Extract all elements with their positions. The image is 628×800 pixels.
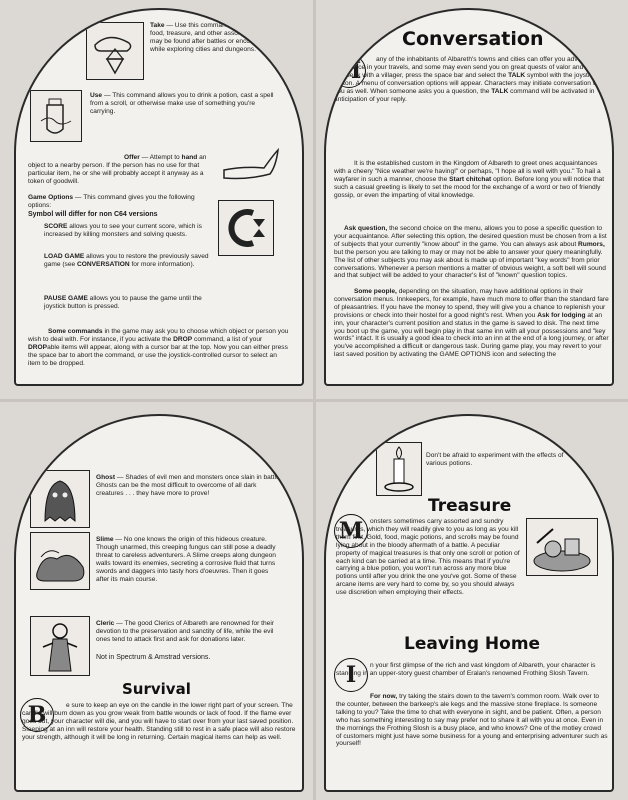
leaving-home-paragraph: For now, try taking the stairs down to the tavern's common room. Walk over to the counter, between the barkeep's ale kegs and the massive stone fireplace. Is someone talking to you? Take the time to chat with everyone in sight, and be patient. Often, a person who has something interesting to say may prefer not to share it all with you at once. Even in the mornings the Frothing Slosh is a busy place, and who knows? One of the motley crowd of customers might just have some business for a young and enterprising adventurer such as yourself! (336, 693, 608, 748)
commodore-logo-icon (218, 200, 274, 256)
page-gutter-horizontal (0, 399, 628, 402)
take-description: Take — Use this command to pick up gold, food, treasure, and other assorted items that may be found after battles or encountered while exploring cities and dungeons. (150, 22, 280, 53)
candle-illustration (376, 442, 422, 496)
page-title: Conversation (402, 28, 544, 50)
page-8 (324, 8, 614, 386)
survival-heading: Survival (122, 680, 191, 698)
dropcap-b: B (20, 698, 54, 732)
page-number: 7 (278, 12, 284, 23)
offer-description: Offer — Attempt to hand an object to a nearby person. If the person has no use for that particular item, he or she will probably accept it anyway as a token of goodwill. (28, 154, 207, 185)
take-hand-icon (86, 22, 144, 80)
leaving-home-heading: Leaving Home (404, 634, 541, 654)
pause-game-description: PAUSE GAME allows you to pause the game until the joystick button is pressed. (44, 295, 202, 310)
page-number: 11 (280, 418, 291, 429)
dropcap-m: M (332, 54, 366, 88)
page-11 (14, 414, 304, 792)
some-commands-paragraph: Some commands in the game may ask you to choose which object or person you wish to deal with. For instance, if you activate the DROP command, a list of your DROPable items will appear, along with a cursor bar at the top. Now you can either press the space bar to abort the command, or use the joystick-controlled cursor to select an item to be dropped. (28, 328, 289, 367)
page-number: 8 (596, 12, 602, 23)
game-options-intro: Game Options — This command gives you the following options: (28, 194, 195, 209)
some-people-paragraph: Some people, depending on the situation, may have additional options in their conversation menus. Innkeepers, for example, have much more to offer than the standard fare of pleasantries. If you have the money to spend, they will give you a chance to replenish your provisions or check into their hostel for a good night's rest. When you Ask for lodging at an inn, your character's current position and status in the game is saved to disk. The next time you boot up the game, you will begin play in that same inn with all your possessions and "key words" intact. It is usually a good idea to check into an inn at the end of a long journey, or after you've accomplished a difficult or dangerous task. During game play, you may revert to your last saved position by activating the GAME OPTIONS icon and selecting the (334, 288, 609, 359)
not-in-versions-note: Not in Spectrum & Amstrad versions. (96, 654, 211, 661)
symbol-note: Symbol will differ for non C64 versions (28, 211, 158, 218)
page-12 (324, 414, 614, 792)
use-potion-icon (30, 90, 82, 142)
ghost-description: Ghost — Shades of evil men and monsters once slain in battle. Ghosts can be the most difficult to overcome of all dark creatures . . . they have more to prove! (96, 474, 282, 497)
treasure-heading: Treasure (428, 496, 512, 516)
ask-question-paragraph: Ask question, the second choice on the menu, allows you to pose a specific question to your acquaintance. After selecting this option, the desired question must be chosen from a list of subjects that your currently "know about" in the game. You can always ask about Rumors, but the person you are talking to may or may not be able to answer your query meaningfully. The list of other subjects you may ask about is made up of important "key words" from prior conversations. Whenever a person mentions a matter of obvious weight, a soft bell will sound and that subject will be added to your character's list of "known" question topics. (334, 225, 607, 280)
use-description: Use — This command allows you to drink a potion, cast a spell from a scroll, or otherwise make use of something you're carrying. (90, 92, 274, 115)
leaving-home-intro: n your first glimpse of the rich and vast kingdom of Albareth, your character is standing in an upper-story guest chamber of Eralan's renowned Frothing Slosh Tavern. (336, 662, 596, 677)
cleric-description: Cleric — The good Clerics of Albareth are renowned for their devotion to the preservation and sanctity of life, while the evil ones tend to attack first and ask for donations later. (96, 620, 275, 643)
ghost-illustration (30, 470, 90, 528)
survival-paragraph: e sure to keep an eye on the candle in the lower right part of your screen. The candle will burn down as you grow weak from battle wounds or lack of food. If the flame ever goes out, your character will die, and you will have to start over from your last saved position. Sleeping at an inn will restore your health. Standing still to rest in a safe place will also restore your strength, although it will be long in returning. Certain magical items can help as well. (22, 702, 296, 741)
score-description: SCORE allows you to see your current score, which is increased by killing monsters and solving quests. (44, 223, 202, 238)
greeting-custom-paragraph: It is the established custom in the Kingdom of Albareth to greet ones acquaintances with a cheery "Nice weather we're having!" or perhaps, "I hope all is well with you." To hail a wayfarer in such a manner, choose the Start chitchat option. Before long you will notice that such a casual greeting is likely to set the mood for the exchange of a word or two of friendly gossip, or even the imparting of vital knowledge. (334, 160, 605, 199)
load-game-description: LOAD GAME allows you to restore the previously saved game (see CONVERSATION for more information). (44, 253, 209, 268)
dropcap-m-treasure: M (334, 514, 368, 548)
treasure-paragraph: onsters sometimes carry assorted and sundry treasures, which they will readily give to you as long as you kill them first. Gold, food, magic potions, and scrolls may be found lying about in the bloody aftermath of a battle. A peculiar property of magical treasures is that only one scroll or potion of each kind can be carried at a time. This means that if you're carrying a blue potion, you won't run across any more blue potions until after you drink the one you've got. Some of these arcane items are very hard to come by, so you should always use discretion when employing their effects. (336, 518, 520, 597)
offer-hand-icon (220, 146, 282, 186)
slime-illustration (30, 532, 90, 590)
page-number: 12 (596, 418, 608, 429)
cleric-illustration (30, 616, 90, 676)
slime-description: Slime — No one knows the origin of this hideous creature. Though unarmed, this creeping fungus can still pose a deadly threat to careless adventurers. A Slime creeps along dungeon walls toward its enemies, secreting a corrosive fluid that turns swords and daggers into tasty hors d'oeuvres. Then it goes after its main course. (96, 536, 276, 583)
dropcap-i: I (334, 658, 368, 692)
treasure-pile-illustration (526, 518, 598, 576)
conversation-intro: any of the inhabitants of Albareth's towns and cities can offer you advice or assistance in your travels, and some may even send you on great quests of valor and fortune. To speak with a villager, press the space bar and select the TALK symbol with the joystick and button. A menu of conversation options will appear. Characters may initiate conversation with you as well. When someone asks you a question, the TALK command will be activated in anticipation of your reply. (334, 56, 609, 103)
potions-tip: Don't be afraid to experiment with the effects of various potions. (426, 452, 564, 467)
page-7 (14, 8, 304, 386)
